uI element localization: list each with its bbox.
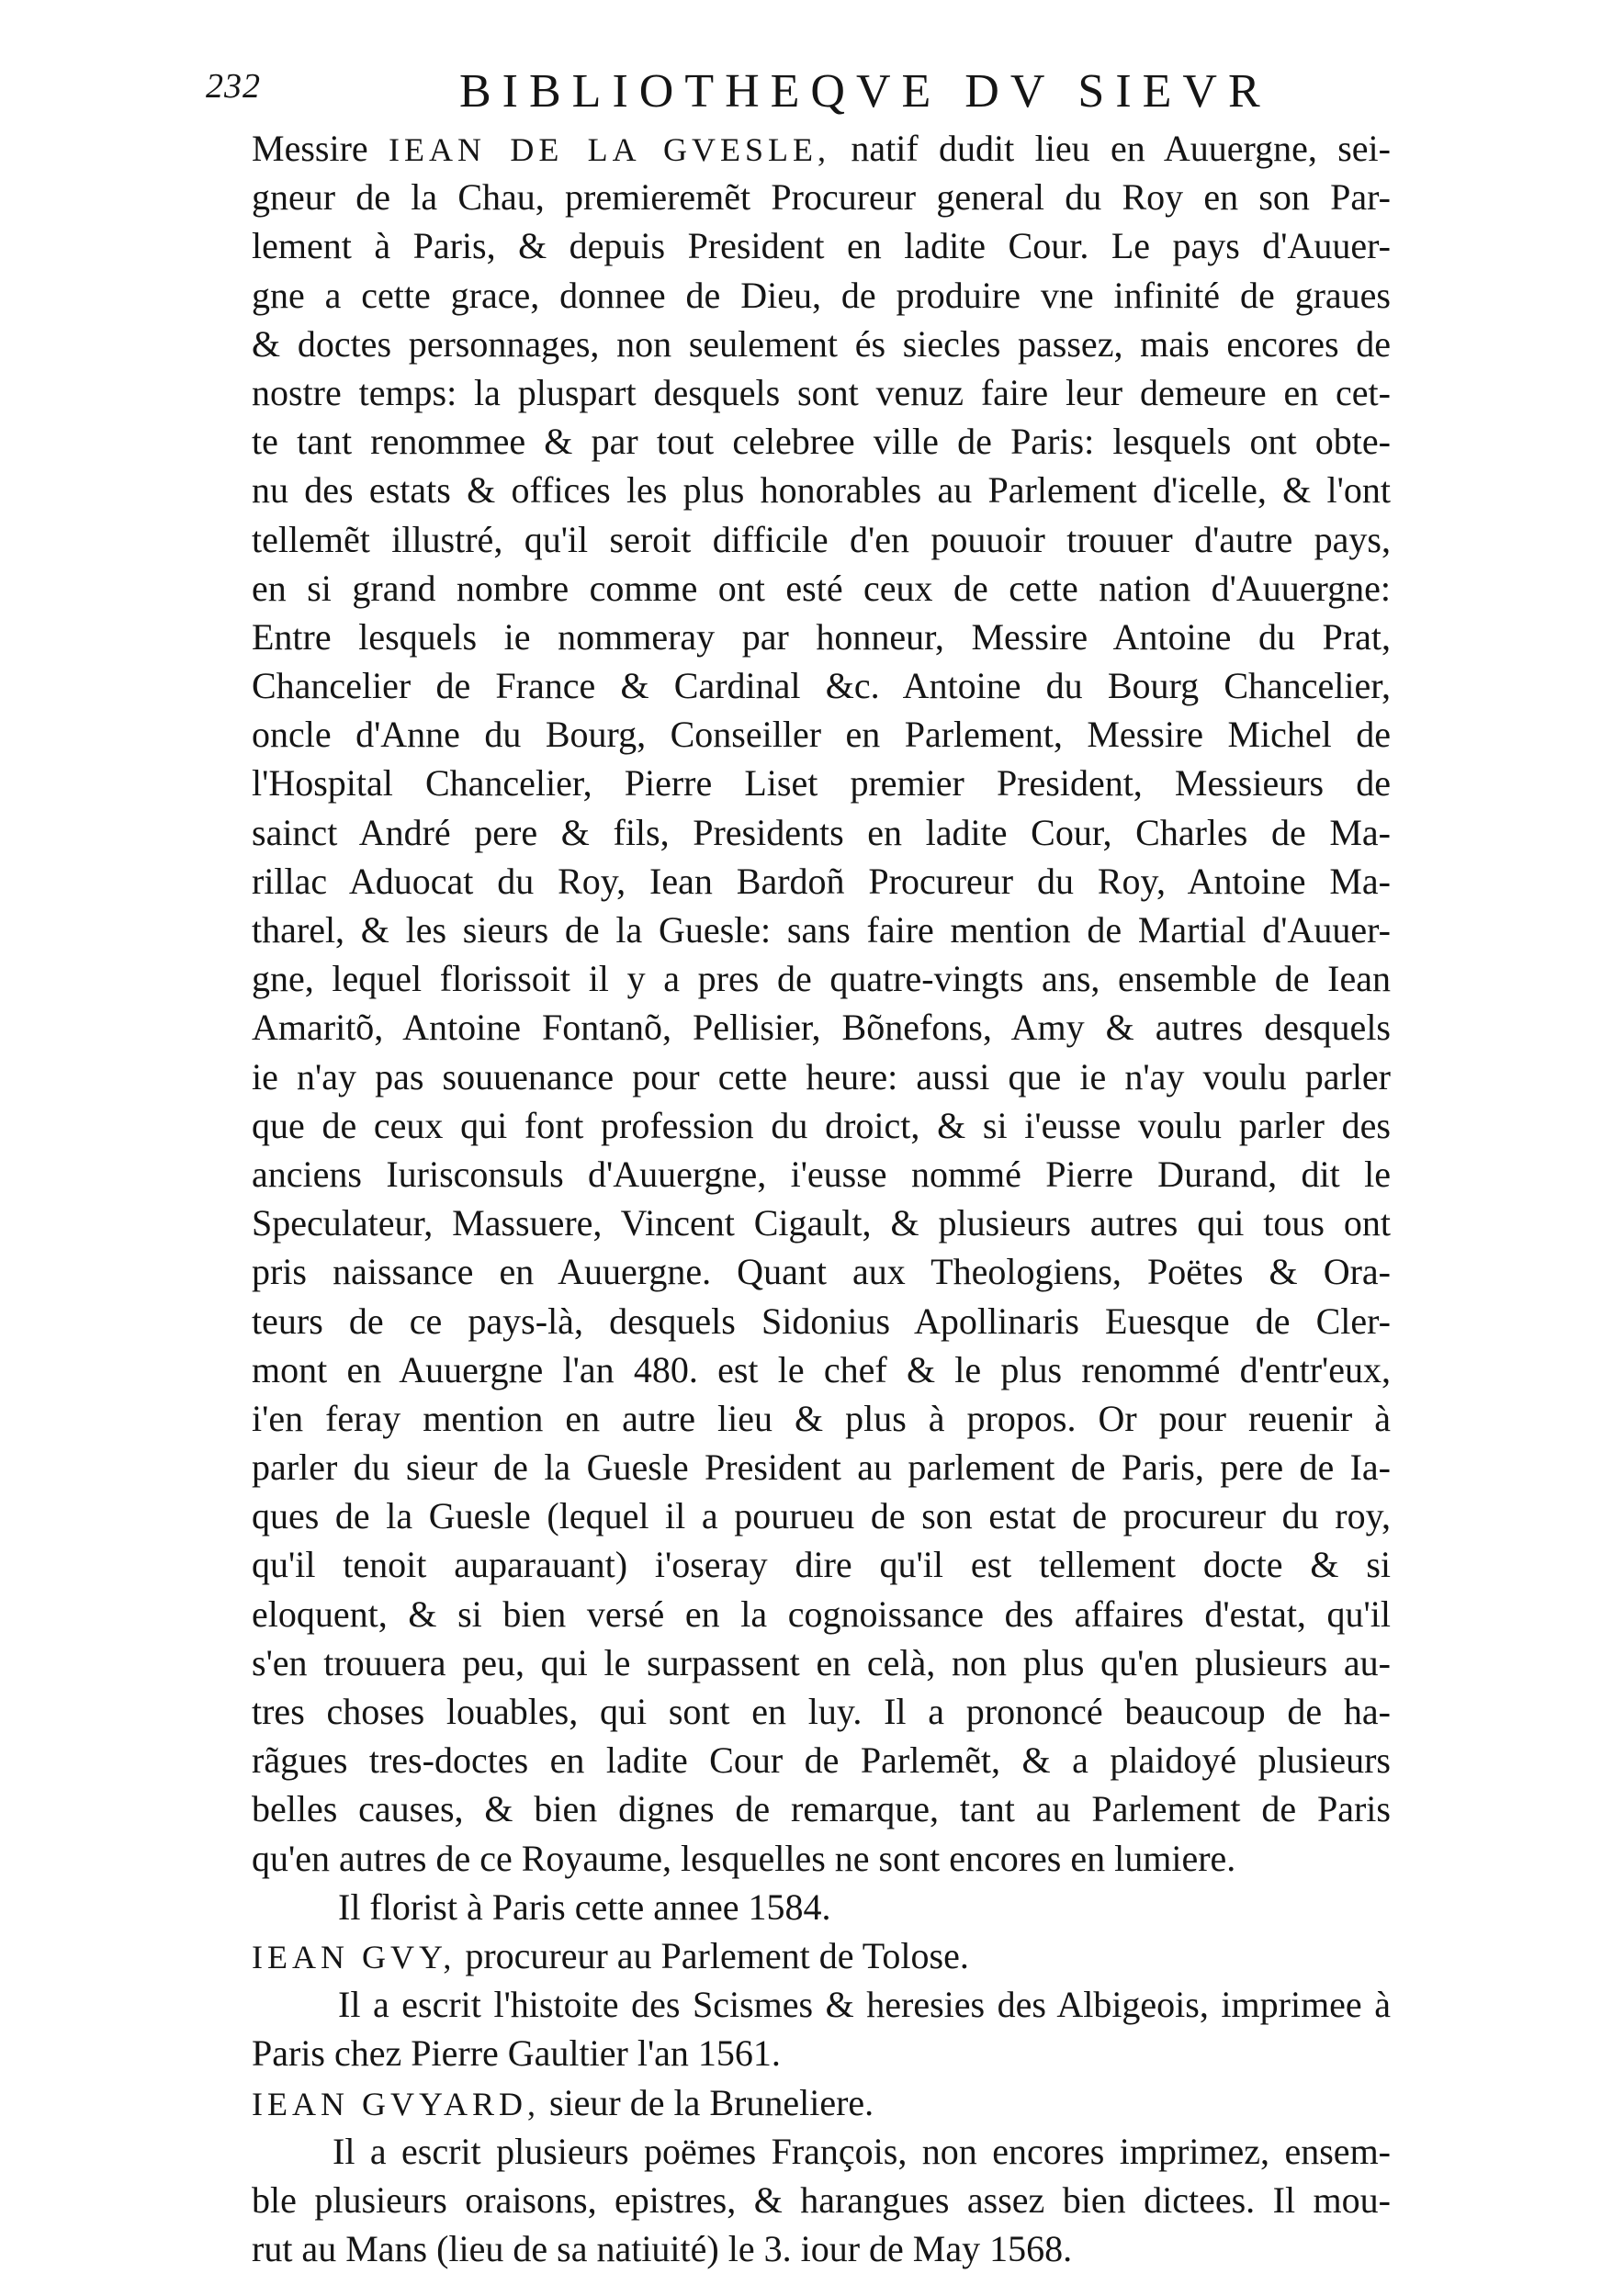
text-line: rillac Aduocat du Roy, Iean Bardoñ Procureur du Roy, Antoine Ma- xyxy=(252,860,1391,902)
text-line: teurs de ce pays-là, desquels Sidonius Apollinaris Euesque de Cler- xyxy=(252,1300,1391,1342)
text-line: tres choses louables, qui sont en luy. Il a prononcé beaucoup de ha- xyxy=(252,1691,1391,1732)
entry-prefix: Messire xyxy=(252,128,368,169)
entry-name: IEAN GVY, xyxy=(252,1938,457,1975)
text-line: oncle d'Anne du Bourg, Conseiller en Parlement, Messire Michel de xyxy=(252,714,1391,756)
text-line: rut au Mans (lieu de sa natiuité) le 3. iour de May 1568. xyxy=(252,2228,1073,2270)
text-line: & doctes personnages, non seulement és siecles passez, mais encores de xyxy=(252,322,1391,365)
text-line: Il a escrit plusieurs poëmes François, non encores imprimez, ensem- xyxy=(333,2130,1391,2172)
entry-title: sieur de la Bruneliere. xyxy=(549,2081,874,2123)
text-line: eloquent, & si bien versé en la cognoissance des affaires d'estat, qu'il xyxy=(252,1593,1391,1635)
text-line: ques de la Guesle (lequel il a pourueu de son estat de procureur du roy, xyxy=(252,1495,1391,1537)
entry-line-start: natif dudit lieu en Auuergne, sei- xyxy=(851,128,1391,169)
text-line: gne a cette grace, donnee de Dieu, de produire vne infinité de graues xyxy=(252,274,1391,316)
text-line: parler du sieur de la Guesle President au parlement de Paris, pere de Ia- xyxy=(252,1446,1391,1489)
text-line: Il a escrit l'histoite des Scismes & heresies des Albigeois, imprimee à xyxy=(338,1984,1391,2026)
text-line: te tant renommee & par tout celebree ville de Paris: lesquels ont obte- xyxy=(252,421,1391,463)
text-line: rãgues tres-doctes en ladite Cour de Parlemẽt, & a plaidoyé plusieurs xyxy=(252,1739,1391,1782)
text-line: belles causes, & bien dignes de remarque, tant au Parlement de Paris xyxy=(252,1788,1391,1830)
floruit-line: Il florist à Paris cette annee 1584. xyxy=(338,1885,831,1928)
text-line: gne, lequel florissoit il y a pres de quatre-vingts ans, ensemble de Iean xyxy=(252,958,1391,1000)
entry-jean-guyard xyxy=(252,2078,1391,2274)
text-line: mont en Auuergne l'an 480. est le chef & le plus renommé d'entr'eux, xyxy=(252,1348,1391,1390)
text-line: nostre temps: la pluspart desquels sont venuz faire leur demeure en cet- xyxy=(252,371,1391,413)
text-line: Speculateur, Massuere, Vincent Cigault, & plusieurs autres qui tous ont xyxy=(252,1202,1391,1244)
entry-heading xyxy=(252,2078,1391,2127)
entry-jean-guy xyxy=(252,1931,1391,2078)
text-line: s'en trouuera peu, qui le surpassent en celà, non plus qu'en plusieurs au- xyxy=(252,1641,1391,1683)
text-line: Amaritõ, Antoine Fontanõ, Pellisier, Bõnefons, Amy & autres desquels xyxy=(252,1007,1391,1049)
text-line: tellemẽt illustré, qu'il seroit difficile d'en pouuoir trouuer d'autre pays, xyxy=(252,518,1391,560)
running-head: BIBLIOTHEQVE DV SIEVR xyxy=(459,65,1271,118)
text-line: Entre lesquels ie nommeray par honneur, Messire Antoine du Prat, xyxy=(252,615,1391,658)
text-line: ble plusieurs oraisons, epistres, & harangues assez bien dictees. Il mou- xyxy=(252,2178,1391,2221)
entry-heading xyxy=(252,1931,1391,1980)
text-line: sainct André pere & fils, Presidents en ladite Cour, Charles de Ma- xyxy=(252,811,1391,853)
text-line: anciens Iurisconsuls d'Auuergne, i'eusse nommé Pierre Durand, dit le xyxy=(252,1153,1391,1195)
entry-title: procureur au Parlement de Tolose. xyxy=(465,1934,969,1976)
text-line: en si grand nombre comme ont esté ceux de cette nation d'Auuergne: xyxy=(252,567,1391,609)
text-line: qu'en autres de ce Royaume, lesquelles ne sont encores en lumiere. xyxy=(252,1837,1236,1879)
text-line: ie n'ay pas souuenance pour cette heure: aussi que ie n'ay voulu parler xyxy=(252,1055,1391,1097)
text-line: Chancelier de France & Cardinal &c. Antoine du Bourg Chancelier, xyxy=(252,665,1391,707)
text-line: gneur de la Chau, premieremẽt Procureur general du Roy en son Par- xyxy=(252,176,1391,219)
text-line: qu'il tenoit auparauant) i'oseray dire qu'il est tellement docte & si xyxy=(252,1544,1391,1586)
text-line: tharel, & les sieurs de la Guesle: sans faire mention de Martial d'Auuer- xyxy=(252,909,1391,951)
text-line: que de ceux qui font profession du droict, & si i'eusse voulu parler des xyxy=(252,1104,1391,1146)
text-line: Paris chez Pierre Gaultier l'an 1561. xyxy=(252,2032,781,2075)
entry-name: IEAN GVYARD, xyxy=(252,2085,540,2122)
entry-name: IEAN DE LA GVESLE, xyxy=(389,131,831,168)
main-text xyxy=(252,124,1391,2273)
entry-jean-de-la-guesle xyxy=(252,124,1391,1931)
text-line: lement à Paris, & depuis President en ladite Cour. Le pays d'Auuer- xyxy=(252,225,1391,267)
page-number: 232 xyxy=(206,67,261,106)
text-line: l'Hospital Chancelier, Pierre Liset premier President, Messieurs de xyxy=(252,762,1391,805)
text-line: pris naissance en Auuergne. Quant aux Theologiens, Poëtes & Ora- xyxy=(252,1251,1391,1293)
text-line: nu des estats & offices les plus honorables au Parlement d'icelle, & l'ont xyxy=(252,469,1391,512)
text-line: i'en feray mention en autre lieu & plus à propos. Or pour reuenir à xyxy=(252,1397,1391,1439)
text-line xyxy=(252,124,1391,173)
